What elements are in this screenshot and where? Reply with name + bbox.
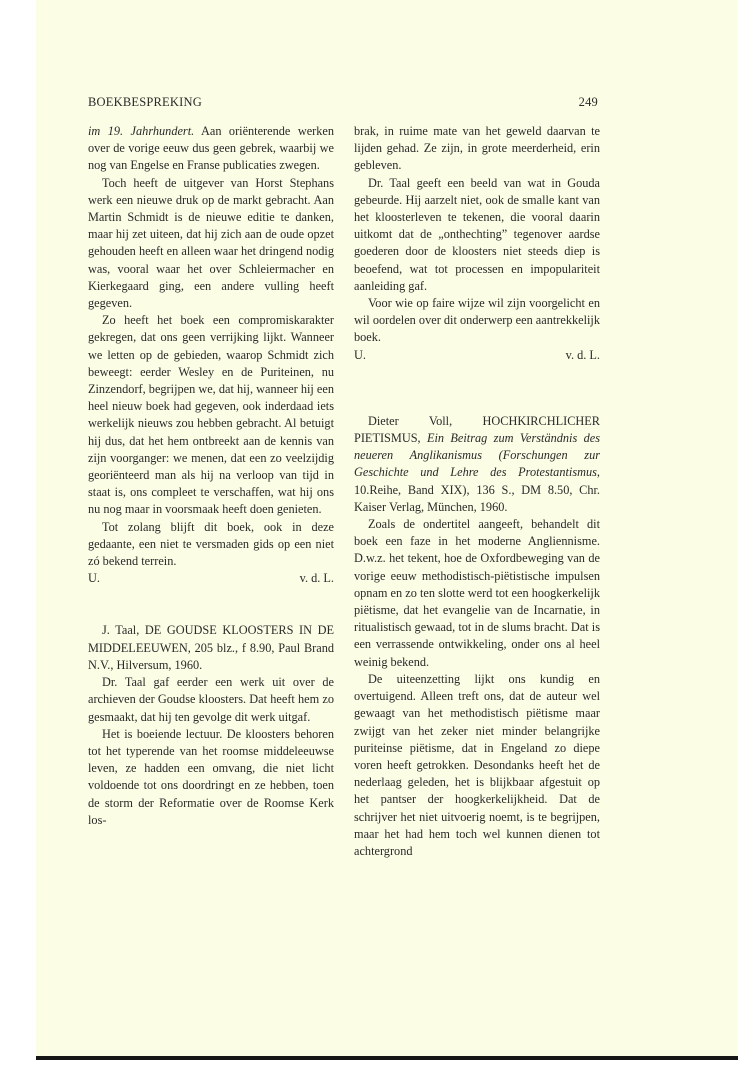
running-title: BOEKBESPREKING xyxy=(88,95,202,109)
review2-paragraph-2: Het is boeiende lectuur. De kloosters behoren tot het typerende van het roomse middeleeuwse leven, ze hadden een omvang, die niet licht voldoende tot ons doordringt en ze hebben, toen de storm der Reformatie over de Roomse Kerk los- xyxy=(88,726,334,827)
review2-signature-right: v. d. L. xyxy=(565,347,600,362)
review3-paragraph-1: Zoals de ondertitel aangeeft, behandelt dit boek een faze in het moderne Angliennisme. D.w.z. het tekent, hoe de Oxfordbeweging van de vorige eeuw methodistisch-piëtistische impulsen opnam en zo ten slotte werd tot een hoogkerkelijk piëtisme, dat het evangelie van de Incarnatie, in ritualistisch gewaad, tot in de slums bracht. Dat is een verrassende ontwikkeling, onder ons al heel weinig bekend. xyxy=(354,517,600,669)
review2-paragraph-1: Dr. Taal gaf eerder een werk uit over de archieven der Goudse kloosters. Dat heeft hem zo gesmaakt, dat hij ten gevolge dit werk uitgaf. xyxy=(88,675,334,724)
review1-paragraph-1 xyxy=(88,123,334,175)
review1-italic-lead: im 19. Jahrhundert. xyxy=(88,124,195,138)
review1-paragraph-1-text: Aan oriënterende werken over de vorige eeuw dus geen gebrek, waarbij we nog van Engelse en Franse publicaties zwegen. xyxy=(88,124,335,173)
review2-signature-left: U. xyxy=(354,347,366,362)
review1-paragraph-3: Zo heeft het boek een compromiskarakter gekregen, dat ons geen verrijking lijkt. Wanneer we letten op de gebieden, waarop Schmidt zich beweegt: eerder Wesley en de Puriteinen, nu Zinzendorf, begrijpen we, dat hij, wanneer hij een heel nieuw boek had gegeven, ook inderdaad iets werkelijk nieuws zou hebben gebracht. Al betuigt hij dus, dat het hem ontbreekt aan de kennis van zijn voorganger: we menen, dat een zo veelzijdig georiënteerd man als hij na verloop van tijd in staat is, ons compleet te verschaffen, wat hij ons nu nog maar in voorsmaak heeft doen genieten. xyxy=(88,313,334,517)
review1-signature xyxy=(88,570,334,587)
review1-signature-left: U. xyxy=(88,571,100,586)
bottom-rule xyxy=(36,1056,738,1060)
right-column xyxy=(354,123,600,860)
review3-paragraph-2: De uiteenzetting lijkt ons kundig en overtuigend. Alleen treft ons, dat de auteur wel gewaagt van het methodistisch piëtisme maar zwijgt van het zeker niet minder belangrijke puriteinse piëtisme, dat in Engeland zo diepe voren heeft getrokken. Desondanks heeft het de nederlaag geleden, het is blijkbaar afgestuit op het pantser der hoogkerkelijkheid. Dat de schrijver het niet uitvoerig noemt, is te begrijpen, maar het had hem toch wel kunnen dienen tot achtergrond xyxy=(354,671,600,858)
review1-signature-right: v. d. L. xyxy=(299,571,334,586)
review1-paragraph-2: Toch heeft de uitgever van Horst Stephans werk een nieuwe druk op de markt gebracht. Aan Martin Schmidt is de nieuwe editie te danken, maar hij zet uiteen, dat hij zich aan de oude opzet gehouden heeft en alleen waar het dringend nodig was, vooral waar het over Schleiermacher en Kierkegaard ging, een andere vulling heeft gegeven. xyxy=(88,175,334,311)
page-number: 249 xyxy=(578,95,598,109)
review1-paragraph-4: Tot zolang blijft dit boek, ook in deze gedaante, een niet te versmaden gids op een niet zó bekend terrein. xyxy=(88,519,334,569)
review3-heading-plain: Dieter Voll, HOCHKIRCHLICHER PIETISMUS, xyxy=(354,413,600,446)
review3-heading-rest: 10.Reihe, Band XIX), 136 S., DM 8.50, Chr. Kaiser Verlag, München, 1960. xyxy=(354,482,600,514)
review2-paragraph-4: Dr. Taal geeft een beeld van wat in Gouda gebeurde. Hij aarzelt niet, ook de smalle kant van het kloosterleven te tekenen, die vooral daarin uitkomt dat de „onthechting” tegenover aardse goederen door de kloosters niet steeds diep is beoefend, wat tot processen en impopulariteit aanleiding gaf. xyxy=(354,175,600,293)
review3-heading xyxy=(354,413,600,516)
review2-paragraph-3: brak, in ruime mate van het geweld daarvan te lijden gehad. Ze zijn, in grote meerderheid, erin gebleven. xyxy=(354,124,600,173)
section-gap xyxy=(354,364,600,413)
review2-paragraph-5: Voor wie op faire wijze wil zijn voorgelicht en wil oordelen over dit onderwerp een aantrekkelijk boek. xyxy=(354,296,600,345)
review2-heading: J. Taal, DE GOUDSE KLOOSTERS IN DE MIDDELEEUWEN, 205 blz., f 8.90, Paul Brand N.V., Hilversum, 1960. xyxy=(88,623,334,672)
left-column xyxy=(88,123,334,829)
review2-signature xyxy=(354,347,600,364)
section-gap xyxy=(88,587,334,622)
review3-heading-italic: Ein Beitrag zum Verständnis des neueren Anglikanismus (Forschungen zur Geschichte und Lehre des Protestantismus, xyxy=(354,431,600,480)
